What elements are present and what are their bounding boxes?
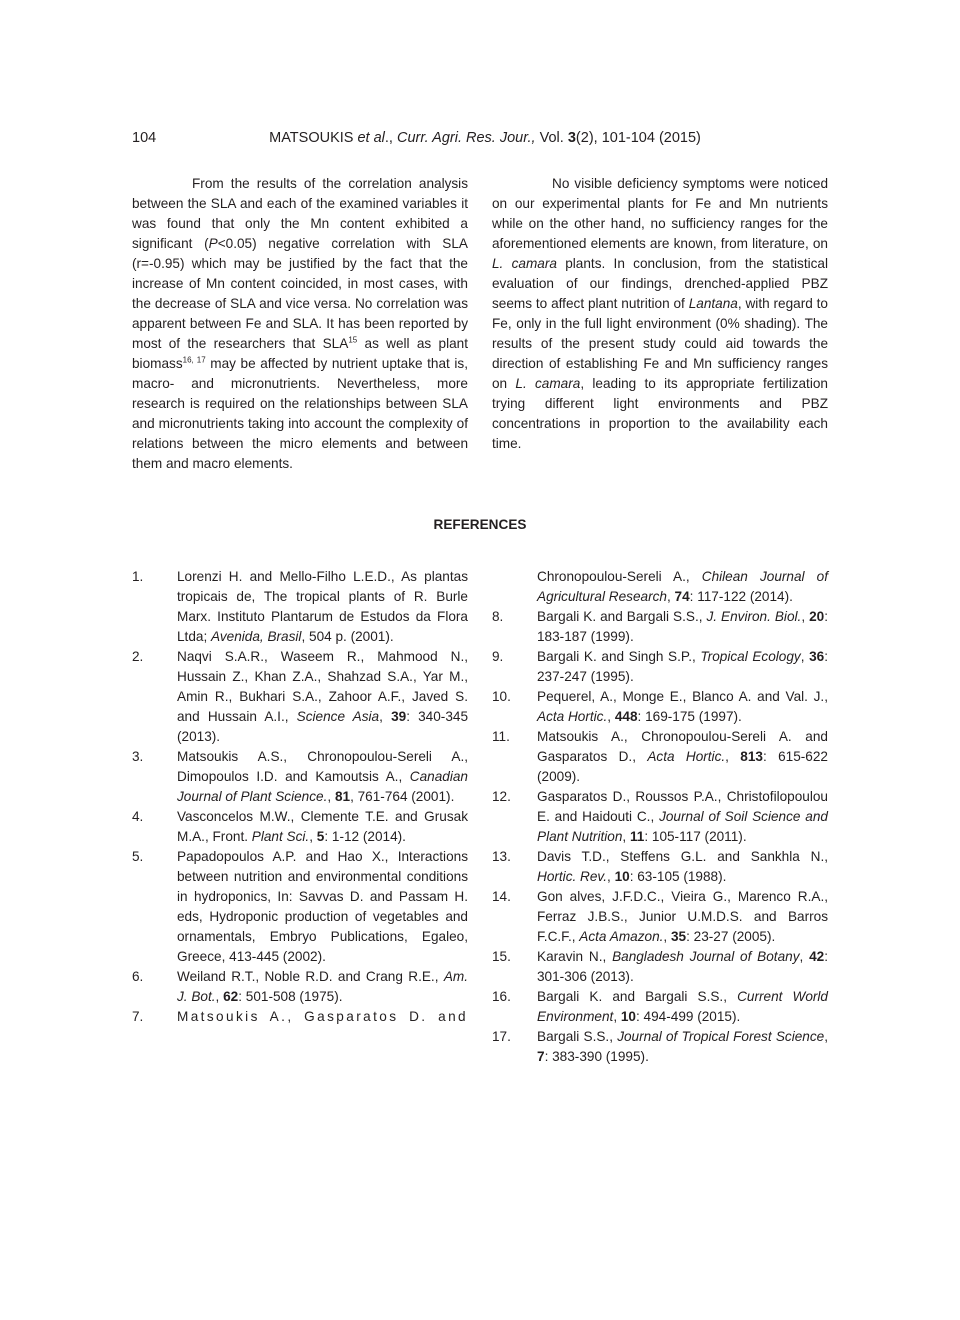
reference-item-continued: Chronopoulou-Sereli A., Chilean Journal of Agricultural Research, 74: 117-122 (2014). bbox=[537, 569, 828, 604]
references-left-column bbox=[132, 567, 468, 1027]
reference-item: 2. Naqvi S.A.R., Waseem R., Mahmood N., Hussain Z., Khan Z.A., Shahzad S.A., Yar M., Amin R., Bukhari S.A., Zahoor A.F., Javed S. and Hussain A.I., Science Asia, 39: 340-345 (2013). bbox=[132, 649, 469, 744]
header-vol-num: 3 bbox=[567, 130, 576, 146]
body-left-column bbox=[132, 174, 468, 474]
reference-item: 5. Papadopoulos A.P. and Hao X., Interactions between nutrition and environmental conditions in hydroponics, In: Savvas D. and Passam H. eds, Hydroponic production of vegetables and ornamentals, Embryo Publications, Egaleo, Greece, 413-445 (2002). bbox=[132, 849, 468, 964]
reference-item: 14. Gon alves, J.F.D.C., Vieira G., Marenco R.A., Ferraz J.B.S., Junior U.M.D.S. and Barros F.C.F., Acta Amazon., 35: 23-27 (2005). bbox=[492, 889, 828, 944]
header-author: MATSOUKIS bbox=[269, 130, 354, 146]
body-paragraph-correlation: From the results of the correlation analysis between the SLA and each of the examined variables it was found that only the Mn content exhibited a significant (P<0.05) negative correlation with SLA (r=-0.95) which may be justified by the fact that the increase of Mn content coincided, in most cases, with the decrease of SLA and vice versa. No correlation was apparent between Fe and SLA. It has been reported by most of the researchers that SLA$^{15}$ as well as plant biomass$^{16, 17}$ may be affected by nutrient uptake that is, macro- and micronutrients. Nevertheless, more research is required on the relationships between SLA and micronutrients taking into account the complexity of relations between the micro elements and between them and macro elements. bbox=[132, 176, 469, 471]
references-heading: REFERENCES bbox=[433, 517, 527, 532]
header-issue-pages: (2), 101-104 (2015) bbox=[575, 130, 701, 146]
body-right-column bbox=[492, 174, 828, 454]
reference-item: 1. Lorenzi H. and Mello-Filho L.E.D., As plantas tropicais de, The tropical plants of R. Burle Marx. Instituto Plantarum de Estudos da Flora Ltda; Avenida, Brasil, 504 p. (2001). bbox=[132, 569, 468, 644]
reference-item: 16. Bargali K. and Bargali S.S., Current World Environment, 10: 494-499 (2015). bbox=[492, 989, 828, 1024]
header-journal: Curr. Agri. Res. Jour., bbox=[397, 130, 536, 146]
reference-item: 13. Davis T.D., Steffens G.L. and Sankhla N., Hortic. Rev., 10: 63-105 (1988). bbox=[492, 849, 828, 884]
reference-item: 3. Matsoukis A.S., Chronopoulou-Sereli A., Dimopoulos I.D. and Kamoutsis A., Canadian Journal of Plant Science., 81, 761-764 (2001). bbox=[132, 749, 468, 804]
body-paragraph-conclusion: No visible deficiency symptoms were noticed on our experimental plants for Fe and Mn nutrients while on the other hand, no sufficiency ranges for the aforementioned elements are known, from literature, on L. camara plants. In conclusion, from the statistical evaluation of our findings, drenched-applied PBZ seems to affect plant nutrition of Lantana, with regard to Fe, only in the full light environment (0% shading). The results of the present study could aid towards the direction of establishing Fe and Mn sufficiency ranges on L. camara, leading to its appropriate fertilization trying different light environments and PBZ concentrations in proportion to the availability each time. bbox=[492, 176, 828, 451]
reference-item: 17. Bargali S.S., Journal of Tropical Forest Science, 7: 383-390 (1995). bbox=[492, 1029, 828, 1064]
reference-item: 11. Matsoukis A., Chronopoulou-Sereli A. and Gasparatos D., Acta Hortic., 813: 615-622 (2009). bbox=[492, 729, 828, 784]
reference-item: 12. Gasparatos D., Roussos P.A., Christofilopoulou E. and Haidouti C., Journal of Soil Science and Plant Nutrition, 11: 105-117 (2011). bbox=[492, 789, 828, 844]
citation-superscript: 15 bbox=[348, 335, 358, 345]
reference-item: 9. Bargali K. and Singh S.P., Tropical Ecology, 36: 237-247 (1995). bbox=[492, 649, 828, 684]
reference-item: 10. Pequerel, A., Monge E., Blanco A. and Val. J., Acta Hortic., 448: 169-175 (1997). bbox=[492, 689, 828, 724]
reference-item: 4. Vasconcelos M.W., Clemente T.E. and Grusak M.A., Front. Plant Sci., 5: 1-12 (2014). bbox=[132, 809, 468, 844]
reference-item: 15. Karavin N., Bangladesh Journal of Botany, 42: 301-306 (2013). bbox=[492, 949, 828, 984]
page-number: 104 bbox=[132, 130, 157, 146]
header-vol-label: Vol. bbox=[539, 130, 564, 146]
references-right-column bbox=[492, 567, 828, 1067]
reference-item: 7. Matsoukis A., Gasparatos D. and bbox=[132, 1009, 468, 1024]
running-header: MATSOUKIS et al., Curr. Agri. Res. Jour., Vol. 3(2), 101-104 (2015) bbox=[269, 130, 701, 146]
citation-superscript: 16, 17 bbox=[182, 355, 206, 365]
header-etal: et al bbox=[357, 130, 385, 146]
reference-item: 8. Bargali K. and Bargali S.S., J. Environ. Biol., 20: 183-187 (1999). bbox=[492, 609, 828, 644]
reference-item: 6. Weiland R.T., Noble R.D. and Crang R.E., Am. J. Bot., 62: 501-508 (1975). bbox=[132, 969, 468, 1004]
